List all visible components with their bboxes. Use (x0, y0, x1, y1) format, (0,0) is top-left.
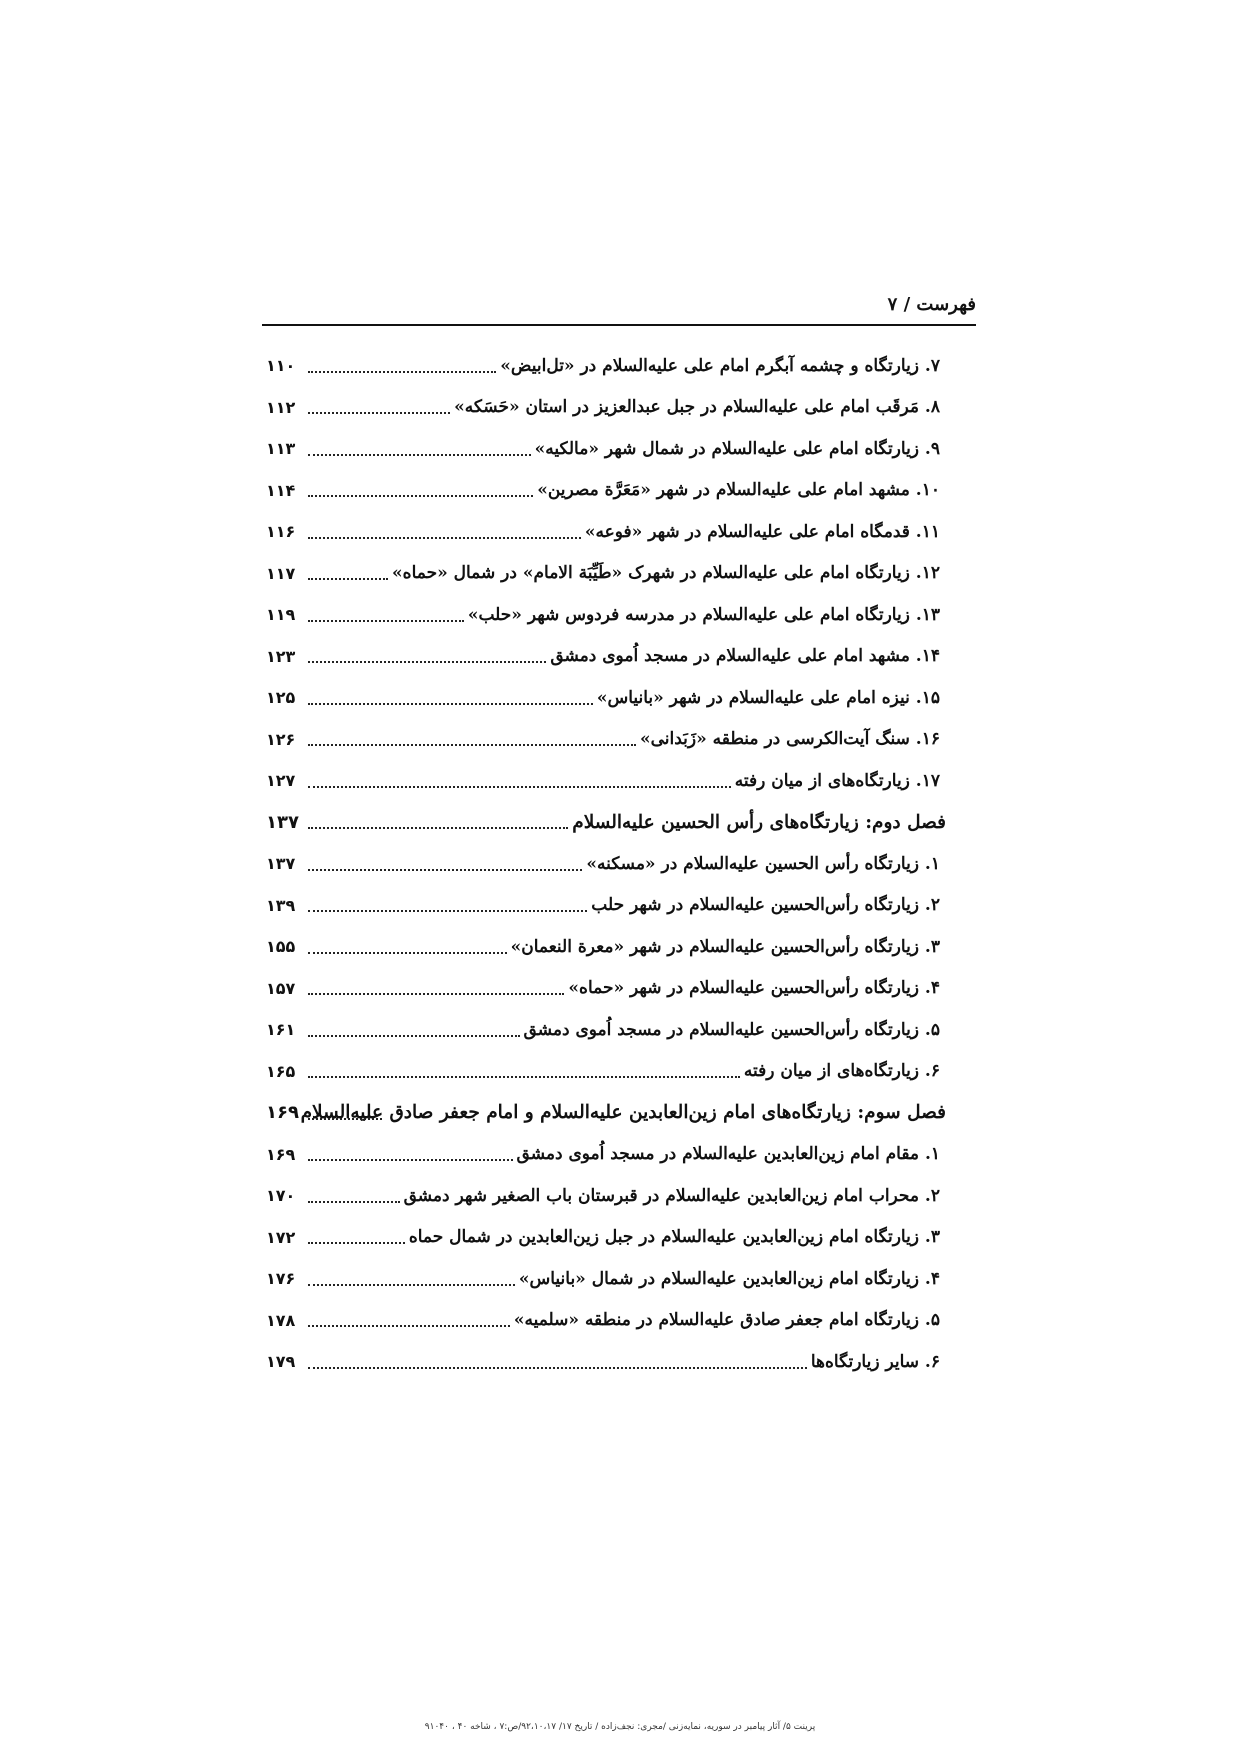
toc-page-number: ۱۷۲ (266, 1227, 296, 1247)
toc-row (266, 428, 946, 470)
toc-page-number: ۱۱۳ (266, 439, 296, 459)
dot-leader (308, 1242, 405, 1244)
dot-leader (308, 412, 450, 414)
toc-entry-title: ۶. زیارتگاه‌های از میان رفته (743, 1061, 940, 1082)
toc-page-number: ۱۶۹ (266, 1144, 296, 1164)
toc-row (266, 1175, 946, 1217)
dot-leader (308, 661, 546, 663)
dot-leader (308, 537, 581, 539)
toc-entry-title: ۱۶. سنگ آیت‌الکرسی در منطقه «زَبَدانی» (639, 729, 940, 750)
toc-entry-title: ۱. مقام امام زین‌العابدین عليه‌السلام در مسجد اُموی دمشق (516, 1144, 940, 1165)
dot-leader (308, 910, 587, 912)
toc-row (266, 1300, 946, 1342)
dot-leader (308, 578, 388, 580)
toc-row (266, 470, 946, 512)
toc-row (266, 345, 946, 387)
dot-leader (308, 1367, 807, 1369)
toc-page-number: ۱۷۶ (266, 1269, 296, 1289)
table-of-contents (266, 345, 946, 1383)
dot-leader (308, 827, 568, 829)
dot-leader (308, 495, 533, 497)
dot-leader (308, 1159, 513, 1161)
toc-page-number: ۱۱۰ (266, 356, 296, 376)
toc-row (266, 1051, 946, 1093)
toc-row (266, 968, 946, 1010)
dot-leader (308, 1201, 400, 1203)
toc-row (266, 553, 946, 595)
toc-entry-title: فصل دوم: زیارتگاه‌های رأس الحسین عليه‌السلام (572, 811, 946, 833)
toc-entry-title: ۶. سایر زیارتگاه‌ها (810, 1351, 940, 1372)
toc-entry-title: ۹. زیارتگاه امام علی عليه‌السلام در شمال شهر «مالکیه» (534, 438, 940, 459)
toc-page-number: ۱۱۶ (266, 522, 296, 542)
dot-leader (308, 869, 582, 871)
toc-row (266, 843, 946, 885)
toc-entry-title: ۱۴. مشهد امام علی عليه‌السلام در مسجد اُموی دمشق (550, 646, 940, 667)
toc-page-number: ۱۲۷ (266, 771, 296, 791)
toc-row (266, 1341, 946, 1383)
page-header (262, 292, 976, 326)
toc-row (266, 1258, 946, 1300)
dot-leader (308, 993, 564, 995)
toc-row (266, 387, 946, 429)
toc-page-number: ۱۲۵ (266, 688, 296, 708)
toc-page-number: ۱۵۵ (266, 937, 296, 957)
toc-entry-title: ۱۷. زیارتگاه‌های از میان رفته (734, 770, 940, 791)
toc-row (266, 926, 946, 968)
toc-page-number: ۱۱۲ (266, 397, 296, 417)
toc-page-number: ۱۱۴ (266, 480, 296, 500)
toc-page-number: ۱۷۸ (266, 1310, 296, 1330)
toc-page-number: ۱۶۱ (266, 1020, 296, 1040)
toc-row (266, 885, 946, 927)
toc-page-number: ۱۳۹ (266, 895, 296, 915)
dot-leader (308, 1035, 520, 1037)
print-footer: پرینت ۵/ آثار پیامبر در سوریه، نمایه‌زنی /مجری: نجف‌زاده / تاریخ ۱۷/ ۹۲،۱۰،۱۷/ص:۷ ، شاخه ۴۰ ، ۹۱۰۴۰ (424, 1722, 816, 1732)
dot-leader (308, 454, 531, 456)
toc-entry-title: ۷. زیارتگاه و چشمه آبگرم امام علی عليه‌السلام در «تل‌ابیض» (500, 355, 940, 376)
toc-entry-title: ۱۱. قدمگاه امام علی عليه‌السلام در شهر «فوعه» (584, 521, 940, 542)
toc-page-number: ۱۱۹ (266, 605, 296, 625)
dot-leader (308, 1076, 740, 1078)
dot-leader (308, 744, 636, 746)
toc-page-number: ۱۱۷ (266, 563, 296, 583)
dot-leader (308, 952, 507, 954)
dot-leader (308, 620, 464, 622)
toc-row (266, 511, 946, 553)
toc-entry-title: ۱۲. زیارتگاه امام علی عليه‌السلام در شهرک «طَیِّبَة الامام» در شمال «حماه» (392, 563, 940, 584)
dot-leader (308, 1118, 382, 1120)
toc-page-number: ۱۳۷ (266, 811, 299, 833)
toc-chapter-row (266, 1092, 946, 1134)
toc-entry-title: ۱۳. زیارتگاه امام علی عليه‌السلام در مدرسه فردوس شهر «حلب» (467, 604, 940, 625)
toc-page-number: ۱۵۷ (266, 978, 296, 998)
toc-entry-title: ۳. زیارتگاه امام زین‌العابدین عليه‌السلام در جبل زین‌العابدین در شمال حماه (408, 1227, 940, 1248)
toc-row (266, 760, 946, 802)
toc-page-number: ۱۷۰ (266, 1186, 296, 1206)
toc-row (266, 594, 946, 636)
running-head: فهرست / ۷ (887, 294, 976, 315)
toc-page-number: ۱۶۹ (266, 1102, 299, 1124)
toc-row (266, 1009, 946, 1051)
toc-entry-title: ۱۵. نیزه امام علی عليه‌السلام در شهر «بانیاس» (596, 687, 940, 708)
dot-leader (308, 371, 496, 373)
toc-page-number: ۱۳۷ (266, 854, 296, 874)
toc-entry-title: ۵. زیارتگاه امام جعفر صادق عليه‌السلام در منطقه «سلمیه» (513, 1310, 940, 1331)
dot-leader (308, 703, 593, 705)
toc-page-number: ۱۷۹ (266, 1352, 296, 1372)
toc-row (266, 719, 946, 761)
toc-entry-title: ۲. محراب امام زین‌العابدین عليه‌السلام در قبرستان باب الصغیر شهر دمشق (403, 1185, 940, 1206)
toc-page-number: ۱۲۳ (266, 646, 296, 666)
dot-leader (308, 1325, 510, 1327)
toc-entry-title: ۸. مَرقَب امام علی عليه‌السلام در جبل عبدالعزیز در استان «حَسَکه» (454, 397, 940, 418)
toc-row (266, 1217, 946, 1259)
dot-leader (308, 786, 731, 788)
toc-row (266, 636, 946, 678)
toc-entry-title: ۱۰. مشهد امام علی عليه‌السلام در شهر «مَعَرَّة مصرین» (537, 480, 940, 501)
toc-row (266, 1134, 946, 1176)
toc-entry-title: ۵. زیارتگاه رأس‌الحسین عليه‌السلام در مسجد اُموی دمشق (523, 1019, 940, 1040)
dot-leader (308, 1284, 515, 1286)
toc-entry-title: فصل سوم: زیارتگاه‌های امام زین‌العابدین عليه‌السلام و امام جعفر صادق عليه‌السلام (300, 1102, 946, 1124)
toc-chapter-row (266, 802, 946, 844)
toc-entry-title: ۱. زیارتگاه رأس الحسین عليه‌السلام در «مسکنه» (586, 853, 940, 874)
toc-entry-title: ۴. زیارتگاه رأس‌الحسین عليه‌السلام در شهر «حماه» (568, 978, 940, 999)
toc-row (266, 677, 946, 719)
toc-entry-title: ۲. زیارتگاه رأس‌الحسین عليه‌السلام در شهر حلب (591, 895, 940, 916)
toc-entry-title: ۴. زیارتگاه امام زین‌العابدین عليه‌السلام در شمال «بانیاس» (518, 1268, 940, 1289)
toc-page-number: ۱۲۶ (266, 729, 296, 749)
toc-entry-title: ۳. زیارتگاه رأس‌الحسین عليه‌السلام در شهر «معرة النعمان» (510, 936, 940, 957)
toc-page-number: ۱۶۵ (266, 1061, 296, 1081)
